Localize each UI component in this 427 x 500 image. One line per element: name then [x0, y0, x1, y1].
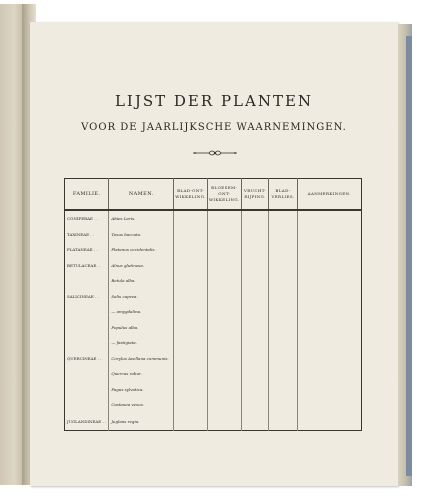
observation-cell [174, 210, 208, 227]
observation-cell [241, 366, 269, 382]
observation-cell [269, 351, 297, 367]
observation-cell [241, 304, 269, 320]
observation-cell [174, 289, 208, 305]
family-cell: SALICINEAE . . [67, 293, 99, 299]
observation-cell [241, 289, 269, 305]
observation-cell [241, 242, 269, 258]
plant-name-cell: Salix caprea. [109, 289, 174, 305]
header-names: NAMEN. [109, 179, 174, 211]
observation-cell [207, 304, 241, 320]
observation-cell [207, 320, 241, 336]
observation-cell [269, 258, 297, 274]
observation-cell [174, 366, 208, 382]
observation-cell [269, 382, 297, 398]
remarks-cell [297, 242, 361, 258]
plant-name-cell: Fagus sylvatica. [109, 382, 174, 398]
observation-cell [174, 413, 208, 431]
table-row [65, 289, 362, 305]
family-cell [65, 382, 109, 398]
observation-cell [269, 397, 297, 413]
observation-cell [241, 273, 269, 289]
observation-cell [207, 258, 241, 274]
observation-cell [207, 210, 241, 227]
observation-cell [269, 242, 297, 258]
family-cell: JUGLANDINEAE . . [67, 418, 107, 424]
plant-name-cell: Platanus occidentalis. [109, 242, 174, 258]
observation-cell [174, 335, 208, 351]
ornament-icon [193, 148, 237, 158]
remarks-cell [297, 273, 361, 289]
observation-cell [174, 242, 208, 258]
observation-cell [207, 335, 241, 351]
table-row [65, 382, 362, 398]
plant-name-cell: — amygdalina. [109, 304, 174, 320]
table-row [65, 351, 362, 367]
observation-cell [174, 227, 208, 243]
observation-cell [207, 227, 241, 243]
observation-cell [241, 210, 269, 227]
page-subtitle: VOOR DE JAARLIJKSCHE WAARNEMINGEN. [81, 122, 347, 133]
family-cell [65, 273, 109, 289]
observation-cell [269, 304, 297, 320]
table-row [65, 335, 362, 351]
table-row [65, 397, 362, 413]
remarks-cell [297, 335, 361, 351]
plant-name-cell: — fastigiata. [109, 335, 174, 351]
family-cell [65, 366, 109, 382]
observation-cell [241, 335, 269, 351]
observation-cell [207, 273, 241, 289]
header-blad-verlies: BLAD- VERLIES. [269, 179, 297, 211]
observation-cell [269, 273, 297, 289]
family-cell [65, 320, 109, 336]
table-row [65, 242, 362, 258]
observation-cell [207, 289, 241, 305]
remarks-cell [297, 397, 361, 413]
table-row [65, 413, 362, 431]
plant-name-cell: Quercus robur. [109, 366, 174, 382]
remarks-cell [297, 210, 361, 227]
plant-name-cell: Taxus baccata. [109, 227, 174, 243]
observation-cell [174, 273, 208, 289]
observation-cell [207, 413, 241, 431]
table-header-row [65, 179, 362, 211]
family-cell: TAXINEAE . . [67, 231, 95, 237]
observation-cell [241, 227, 269, 243]
table-row [65, 258, 362, 274]
observation-cell [174, 304, 208, 320]
remarks-cell [297, 304, 361, 320]
remarks-cell [297, 289, 361, 305]
family-cell [65, 304, 109, 320]
observation-cell [241, 382, 269, 398]
family-cell: QUERCINEAE . . [67, 355, 102, 361]
plant-name-cell: Juglans regia. [109, 413, 174, 431]
observation-cell [241, 351, 269, 367]
remarks-cell [297, 413, 361, 431]
observation-cell [174, 382, 208, 398]
observation-cell [269, 335, 297, 351]
header-vrucht-rijping: VRUCHT- RIJPING. [241, 179, 269, 211]
remarks-cell [297, 382, 361, 398]
table-row [65, 227, 362, 243]
family-cell: PLATANEAE . . [67, 247, 98, 253]
observation-cell [174, 258, 208, 274]
remarks-cell [297, 351, 361, 367]
observation-cell [241, 258, 269, 274]
observation-cell [207, 242, 241, 258]
observation-cell [269, 366, 297, 382]
remarks-cell [297, 258, 361, 274]
plant-name-cell: Abies Larix. [109, 210, 174, 227]
observation-cell [269, 320, 297, 336]
plant-table [64, 178, 362, 431]
observation-cell [207, 366, 241, 382]
header-familie: FAMILIE. [65, 179, 109, 211]
cover-edge [406, 36, 412, 476]
plant-name-cell: Castanea vesca. [109, 397, 174, 413]
remarks-cell [297, 366, 361, 382]
observation-cell [174, 320, 208, 336]
plant-name-cell: Alnus glutinosa. [109, 258, 174, 274]
observation-cell [269, 227, 297, 243]
family-cell: CONIFERAE . . [67, 216, 99, 222]
plant-name-cell: Betula alba. [109, 273, 174, 289]
family-cell [65, 335, 109, 351]
observation-cell [269, 289, 297, 305]
observation-cell [174, 351, 208, 367]
observation-cell [241, 397, 269, 413]
observation-cell [207, 382, 241, 398]
family-cell [65, 397, 109, 413]
header-bloesem-ontwikkeling: BLOESEM-ONT- WIKKELING. [207, 179, 241, 211]
remarks-cell [297, 227, 361, 243]
observation-cell [269, 413, 297, 431]
table-row [65, 304, 362, 320]
header-aanmerkingen: AANMERKINGEN. [297, 179, 361, 211]
family-cell: BETULACEAE. . [67, 262, 101, 268]
observation-cell [241, 413, 269, 431]
table-row [65, 210, 362, 227]
observation-cell [174, 397, 208, 413]
observation-cell [207, 351, 241, 367]
plant-name-cell: Corylus Avellana communis. [109, 351, 174, 367]
header-blad-ontwikkeling: BLAD-ONT- WIKKELING. [174, 179, 208, 211]
observation-cell [207, 397, 241, 413]
observation-cell [241, 320, 269, 336]
plant-name-cell: Populus alba. [109, 320, 174, 336]
table-row [65, 366, 362, 382]
remarks-cell [297, 320, 361, 336]
observation-cell [269, 210, 297, 227]
table-row [65, 320, 362, 336]
page-title: LIJST DER PLANTEN [114, 92, 314, 110]
table-row [65, 273, 362, 289]
